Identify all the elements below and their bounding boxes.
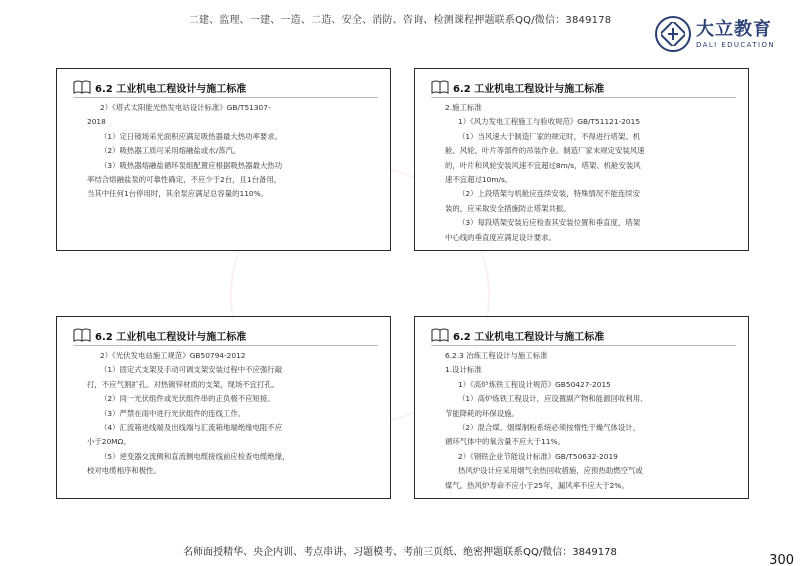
- slide-paragraph: （5）逆变器交流侧和直流侧电缆接线前应检查电缆绝缘，: [100, 451, 290, 461]
- slide-paragraph: 1）《风力发电工程施工与验收规范》GB/T51121-2015: [458, 117, 641, 127]
- slide-paragraph: 2）《塔式太阳能光热发电站设计标准》GB/T51307-: [100, 103, 271, 112]
- slide-paragraph: （1）定日镜场采光面积应满足吸热器最大热功率要求。: [100, 131, 283, 141]
- slide-paragraph: （3）每段塔架安装后应检查其安装位置和垂直度，塔架: [458, 218, 641, 228]
- slide-paragraph: 1）《高炉炼铁工程设计规范》GB50427-2015: [458, 379, 611, 389]
- slide-paragraph: （3）吸热器熔融盐循环泵组配置应根据吸热器最大热功: [100, 160, 283, 170]
- slide-paragraph: 小于20MΩ。: [87, 437, 131, 447]
- footer-banner: 名师面授精华、央企内训、考点串讲、习题模考、考前三页纸、绝密押题联系QQ/微信：3849178: [183, 547, 617, 558]
- slide-paragraph: 6.2.3 冶炼工程设计与施工标准: [445, 351, 548, 360]
- slide-paragraph: 2）《钢铁企业节能设计标准》GB/T50632-2019: [458, 451, 618, 461]
- slide-body: [87, 101, 374, 202]
- slide-paragraph: 2.施工标准: [445, 103, 482, 112]
- slide-paragraph: 中心线的垂直度应满足设计要求。: [445, 232, 556, 242]
- slide-paragraph: （3）严禁在雨中进行光伏组件的连线工作。: [100, 408, 246, 418]
- slide-paragraph: 当其中任何1台停用时，其余泵应满足总容量的110%。: [87, 189, 269, 199]
- slide-paragraph: 煤气。热风炉寿命不应小于25年，漏风率不应大于2%。: [445, 480, 629, 490]
- slide-thumbnail: [414, 68, 749, 251]
- slide-paragraph: 校对电缆相序和极性。: [87, 466, 161, 476]
- slide-paragraph: （4）汇流箱进线端及出线端与汇流箱地端绝缘电阻不应: [100, 423, 283, 433]
- book-icon: [431, 327, 449, 343]
- slide-paragraph: 1.设计标准: [445, 365, 482, 375]
- slide-paragraph: （2）吸热器工质可采用熔融盐或水/蒸汽。: [100, 146, 241, 156]
- slide-title-divider: [73, 345, 378, 346]
- book-icon: [73, 327, 91, 343]
- book-icon: [73, 79, 91, 95]
- slide-title-divider: [73, 97, 378, 98]
- slide-body: [445, 349, 732, 493]
- slide-paragraph: 装的，应采取安全措施防止塔架共振。: [445, 203, 571, 213]
- logo-english-name: DALI EDUCATION: [696, 40, 776, 49]
- dali-logo: [655, 14, 787, 54]
- slide-body: [87, 349, 374, 479]
- slide-paragraph: 的，叶片和风轮安装风速不宜超过8m/s，塔架、机舱安装风: [445, 160, 641, 170]
- header-banner: 二建、监理、一建、一造、二造、安全、消防、咨询、检测课程押题联系QQ/微信：3849178: [188, 15, 612, 26]
- slide-paragraph: （2）上段塔架与机舱应连续安装，特殊情况不能连续安: [458, 189, 641, 199]
- slide-thumbnail: [56, 316, 391, 499]
- slide-title: 6.2 工业机电工程设计与施工标准: [95, 83, 247, 95]
- slide-title: 6.2 工业机电工程设计与施工标准: [95, 331, 247, 343]
- logo-chinese-name: 大立教育: [696, 18, 772, 40]
- logo-emblem-icon: [655, 16, 691, 52]
- slide-paragraph: 舱、风轮、叶片等部件的吊装作业。制造厂家未规定安装风速: [445, 146, 645, 156]
- page-number: 300: [769, 553, 794, 566]
- slide-title: 6.2 工业机电工程设计与施工标准: [453, 331, 605, 343]
- slide-thumbnail: [414, 316, 749, 499]
- slide-paragraph: （2）混合煤、烟煤制粉系统必须按惰性干燥气体设计，: [458, 423, 641, 433]
- slide-paragraph: 节能降耗的环保设施。: [445, 408, 519, 418]
- slide-paragraph: 速不宜超过10m/s。: [445, 175, 513, 185]
- slide-title-divider: [431, 97, 736, 98]
- slide-paragraph: 2018: [87, 117, 106, 127]
- slide-paragraph: 热风炉设计应采用烟气余热回收措施，应预热助燃空气或: [458, 466, 643, 476]
- slide-paragraph: 2）《光伏发电站施工规范》GB50794-2012: [100, 351, 246, 360]
- slide-paragraph: 率结合熔融盐泵的可靠性确定，不应少于2台，且1台备用，: [87, 175, 282, 185]
- slide-paragraph: （2）同一光伏组件或光伏组件串的正负极不应短接。: [100, 394, 275, 404]
- slide-paragraph: （1）高炉炼铁工程设计，应设置副产物和能源回收利用、: [458, 394, 648, 404]
- slide-title-divider: [431, 345, 736, 346]
- slide-paragraph: （1）当风速大于制造厂家的规定时，不得进行塔架、机: [458, 131, 641, 141]
- book-icon: [431, 79, 449, 95]
- slide-thumbnail: [56, 68, 391, 251]
- slide-paragraph: 循环气体中的氧含量不应大于11%。: [445, 437, 565, 447]
- slide-paragraph: 打，不应气割扩孔。对热镀锌材质的支架，现场不宜打孔。: [87, 379, 280, 389]
- slide-body: [445, 101, 732, 245]
- slide-paragraph: （1）固定式支架及手动可调支架安装过程中不应强行敲: [100, 365, 283, 375]
- slide-title: 6.2 工业机电工程设计与施工标准: [453, 83, 605, 95]
